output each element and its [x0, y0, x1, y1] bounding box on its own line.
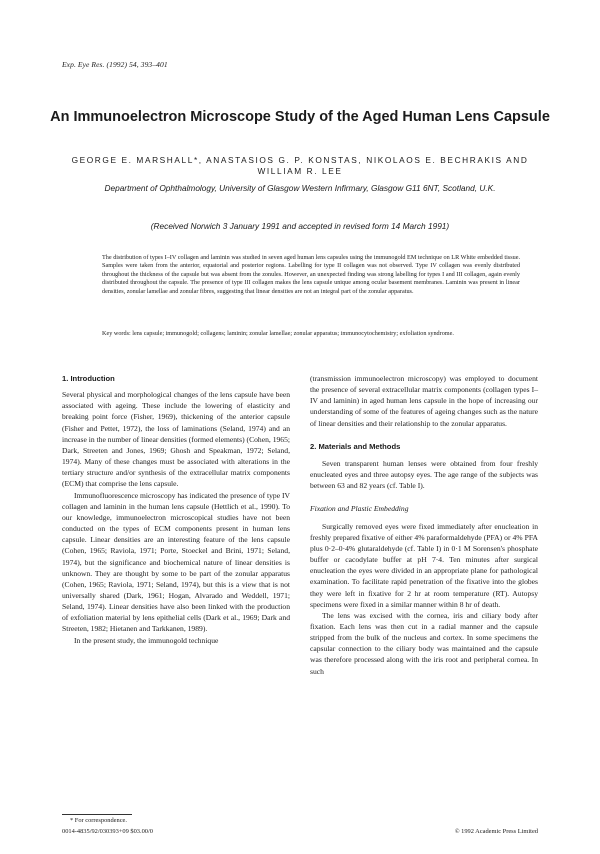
- article-title: An Immunoelectron Microscope Study of the Aged Human Lens Capsule: [50, 109, 550, 125]
- introduction-heading: 1. Introduction: [62, 374, 115, 383]
- issn-line: 0014-4835/92/030393+09 $03.00/0: [62, 828, 153, 835]
- left-column: [62, 373, 290, 646]
- received-dates: (Received Norwich 3 January 1991 and accepted in revised form 14 March 1991): [150, 221, 450, 231]
- fixation-paragraph-2: The lens was excised with the cornea, iris and ciliary body after fixation. Each lens was then cut in a radial manner and the capsule stripped from the bulk of the nucleus and cortex. In some specimens the capsular connection to the ciliary body was maintained and the capsule was therefore processed along with the iris root and peripheral cornea. In such: [310, 610, 538, 676]
- intro-paragraph-1: Several physical and morphological changes of the lens capsule have been associated with ageing. These include the lowering of elasticity and breaking point force (Fisher, 1969), thickening of the anterior capsule (Fisher and Pettet, 1972), the loss of laminations (Seland, 1974) and an increase in the number of linear densities (formed elements) (Cohen, 1965; Dark, Streeten and Jones, 1969; Ghosh and Speakman, 1972; Seland, 1974). Many of these changes must be associated with alterations in the tertiary structure and/or synthesis of the extracellular matrix components (ECM) that comprise the lens capsule.: [62, 390, 290, 489]
- journal-reference: Exp. Eye Res. (1992) 54, 393–401: [62, 60, 168, 69]
- keywords: Key words: lens capsule; immunogold; collagens; laminin; zonular lamellae; zonular apparatus; immunocytochemistry; exfoliation syndrome.: [102, 330, 454, 337]
- intro-paragraph-2: Immunofluorescence microscopy has indicated the presence of type IV collagen and laminin in the human lens capsule (Hettlich et al., 1990). To our knowledge, immunoelectron microscopical studies have not been conducted on the types of ECM components present in human lens capsule. Linear densities are an interesting feature of the lens capsule (Cohen, 1965; Raviola, 1971; Porte, Stoeckel and Brini, 1971; Seland, 1974), but the significance and biochemical nature of linear densities is unknown. They are thought by some to be part of the zonular apparatus (Cohen, 1965; Raviola, 1971; Seland, 1974), but this is a view that is not universally shared (Dark, 1961; Hogan, Alvarado and Weddell, 1971; Seland, 1974). Linear densities have also been linked with the production of exfoliation material by lens epithelial cells (Dark et al., 1969; Dark and Streeten, 1982; Hietanen and Tarkkanen, 1989).: [62, 490, 290, 634]
- author-list: GEORGE E. MARSHALL*, ANASTASIOS G. P. KONSTAS, NIKOLAOS E. BECHRAKIS AND WILLIAM R. LEE: [71, 155, 529, 176]
- abstract-text: The distribution of types I–IV collagen and laminin was studied in seven aged human lens capsules using the immunogold EM technique on LR White embedded tissue. Samples were taken from the anterior, equatorial and posterior regions. Labelling for type II collagen was not observed. Type IV collagen was evenly distributed throughout the thickness of the capsule but was absent from the zonules. However, an unexpected finding was strong labelling for types I and III collagen, again evenly distributed throughout the capsule. The presence of type III collagen makes the lens capsule unique among ocular basement membranes. Laminin was present in linear densities, zonular lamellae and zonular fibres, suggesting that linear densities are not an integral part of the zonular apparatus.: [102, 254, 520, 295]
- fixation-heading: Fixation and Plastic Embedding: [310, 504, 409, 514]
- affiliation: Department of Ophthalmology, University of Glasgow Western Infirmary, Glasgow G11 6NT, Scotland, U.K.: [104, 183, 496, 193]
- right-paragraph-1: (transmission immunoelectron microscopy) was employed to document the presence of several extracellular matrix components (collagen types I–IV and laminin) in aged human lens capsule in the hope of increasing our understanding of some of the features of ageing changes such as the nature of linear densities and their relationship to the zonular apparatus.: [310, 374, 538, 428]
- right-column: [310, 373, 538, 677]
- footnote: * For correspondence.: [70, 817, 127, 824]
- copyright: © 1992 Academic Press Limited: [454, 828, 538, 835]
- footnote-rule: [62, 814, 132, 815]
- fixation-paragraph-1: Surgically removed eyes were fixed immediately after enucleation in freshly prepared fixative of either 4% paraformaldehyde (PFA) or 4% PFA plus 0·2–0·4% glutaraldehyde (cf. Table I) in 0·1 M Sorensen's phosphate buffer or cacodylate buffer at pH 7·4. Ten minutes after surgical enucleation the eyes were divided in an appropriate plane for pathological examination. To facilitate rapid penetration of the fixative into the globes they were left in fixative for 2 hr at room temperature (RT). Autopsy specimens were fixed in a similar manner within 8 hr of death.: [310, 521, 538, 609]
- abstract: [102, 254, 520, 296]
- methods-heading: 2. Materials and Methods: [310, 441, 401, 451]
- methods-paragraph-1: Seven transparent human lenses were obtained from four freshly enucleated eyes and three autopsy eyes. The age range of the subjects was between 63 and 82 years (cf. Table I).: [310, 458, 538, 491]
- intro-paragraph-3: In the present study, the immunogold technique: [74, 635, 219, 645]
